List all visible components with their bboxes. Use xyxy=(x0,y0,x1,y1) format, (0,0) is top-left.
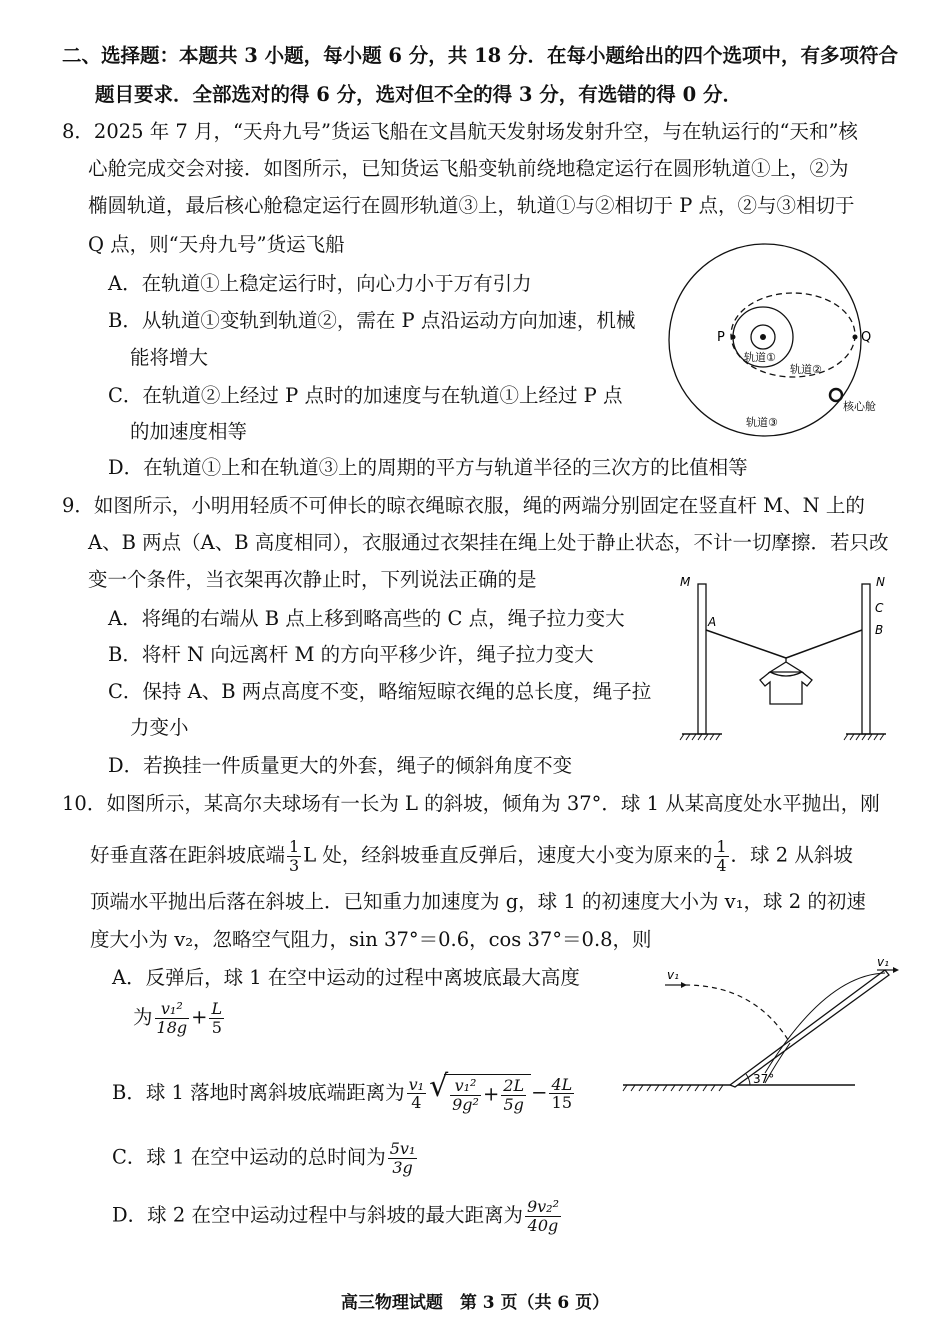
hanger xyxy=(770,658,802,672)
rope-right xyxy=(786,630,862,658)
q9-option-c: C．保持 A、B 两点高度不变，略缩短晾衣绳的总长度，绳子拉 xyxy=(108,680,652,703)
q8-option-d: D．在轨道①上和在轨道③上的周期的平方与轨道半径的三次方的比值相等 xyxy=(108,456,748,479)
orbit-diagram xyxy=(660,240,900,450)
q8-option-c-cont: 的加速度相等 xyxy=(130,420,248,443)
orbit-3 xyxy=(669,244,861,436)
label-core: 核心舱 xyxy=(843,400,876,413)
label-angle: 37° xyxy=(753,1072,775,1086)
q8-stem-3: 椭圆轨道，最后核心舱稳定运行在圆形轨道③上，轨道①与②相切于 P 点，②与③相切于 xyxy=(88,194,855,217)
label-v1: v₁ xyxy=(667,968,679,982)
q9-option-d: D．若换挂一件质量更大的外套，绳子的倾斜角度不变 xyxy=(108,754,573,777)
label-orbit3: 轨道③ xyxy=(746,416,778,429)
q10-option-c: C．球 1 在空中运动的总时间为 $\frac{\text{5v₁}}{3g}$ xyxy=(112,1139,416,1177)
pole-M xyxy=(698,584,706,734)
section-title: 二、选择题：本题共 3 小题，每小题 6 分，共 18 分．在每小题给出的四个选项中，有多项符合 xyxy=(62,44,899,67)
label-M: M xyxy=(680,575,691,589)
q8-option-a: A．在轨道①上稳定运行时，向心力小于万有引力 xyxy=(108,272,532,295)
shirt xyxy=(760,672,812,704)
label-orbit1: 轨道① xyxy=(744,351,776,364)
q10-option-d: D．球 2 在空中运动过程中与斜坡的最大距离为 $\frac{\text{9v₂²}}{40g}$ xyxy=(112,1197,559,1235)
q8-option-c: C．在轨道②上经过 P 点时的加速度与在轨道①上经过 P 点 xyxy=(108,384,623,407)
q9-stem-1: 9．如图所示，小明用轻质不可伸长的晾衣绳晾衣服，绳的两端分别固定在竖直杆 M、N 上的 xyxy=(62,494,865,517)
label-v2: v₁ xyxy=(877,955,889,969)
q9-stem-2: A、B 两点（A、B 高度相同），衣服通过衣架挂在绳上处于静止状态，不计一切摩擦．若只改 xyxy=(88,531,889,554)
q9-option-c-cont: 力变小 xyxy=(130,716,189,739)
q8-stem-2: 心舱完成交会对接．如图所示，已知货运飞船变轨前绕地稳定运行在圆形轨道①上，②为 xyxy=(88,157,849,180)
slope xyxy=(730,970,889,1087)
slope-diagram xyxy=(615,955,905,1105)
rope-left xyxy=(706,630,786,658)
clothesline-diagram xyxy=(670,570,910,745)
label-orbit2: 轨道② xyxy=(790,363,822,376)
q10-option-a: A．反弹后，球 1 在空中运动的过程中离坡底最大高度 xyxy=(112,966,580,989)
trajectory-1 xyxy=(685,985,790,1043)
q10-stem-4: 度大小为 v₂，忽略空气阻力，sin 37°＝0.6，cos 37°＝0.8，则 xyxy=(90,928,652,951)
label-Q: Q xyxy=(861,330,872,345)
q8-option-b: B．从轨道①变轨到轨道②，需在 P 点沿运动方向加速，机械 xyxy=(108,309,636,332)
label-B: B xyxy=(875,623,884,637)
q8-option-b-cont: 能将增大 xyxy=(130,346,209,369)
q10-stem-3: 顶端水平抛出后落在斜坡上．已知重力加速度为 g，球 1 的初速度大小为 v₁，球 2 的初速 xyxy=(90,890,866,913)
q8-stem-4: Q 点，则“天舟九号”货运飞船 xyxy=(88,233,345,256)
q10-stem-2: 好垂直落在距斜坡底端 $\frac{1}{3}$ L 处，经斜坡垂直反弹后，速度大小变为原来的 $\frac{1}{4}$ ．球 2 从斜坡 xyxy=(90,837,853,875)
q9-option-b: B．将杆 N 向远离杆 M 的方向平移少许，绳子拉力变大 xyxy=(108,643,594,666)
q8-stem-1: 8．2025 年 7 月，“天舟九号”货运飞船在文昌航天发射场发射升空，与在轨运行的“天和”核 xyxy=(62,120,858,143)
q9-option-a: A．将绳的右端从 B 点上移到略高些的 C 点，绳子拉力变大 xyxy=(108,607,625,630)
label-C: C xyxy=(875,601,884,615)
label-A: A xyxy=(708,615,717,629)
section-title-cont: 题目要求．全部选对的得 6 分，选对但不全的得 3 分，有选错的得 0 分． xyxy=(95,83,742,106)
label-N: N xyxy=(876,575,885,589)
q9-stem-3: 变一个条件，当衣架再次静止时，下列说法正确的是 xyxy=(88,568,537,591)
q10-option-b: B．球 1 落地时离斜坡底端距离为 $\frac{\text{v₁}}{4}$ √ $\frac{\text{v₁²}}{\text{9g²}}$ + $\frac{2L}{5g}$ − $\frac{4L}{15}$ xyxy=(112,1074,576,1113)
page-footer: 高三物理试题 第 3 页（共 6 页） xyxy=(340,1293,610,1313)
core-module xyxy=(830,389,842,401)
q10-stem-1: 10．如图所示，某高尔夫球场有一长为 L 的斜坡，倾角为 37°．球 1 从某高度处水平抛出，刚 xyxy=(62,792,880,815)
pole-N xyxy=(862,584,870,734)
label-P: P xyxy=(717,330,725,345)
q10-option-a-cont: 为 $\frac{\text{v₁²}}{18g}$ + $\frac{L}{5}$ xyxy=(133,999,223,1037)
